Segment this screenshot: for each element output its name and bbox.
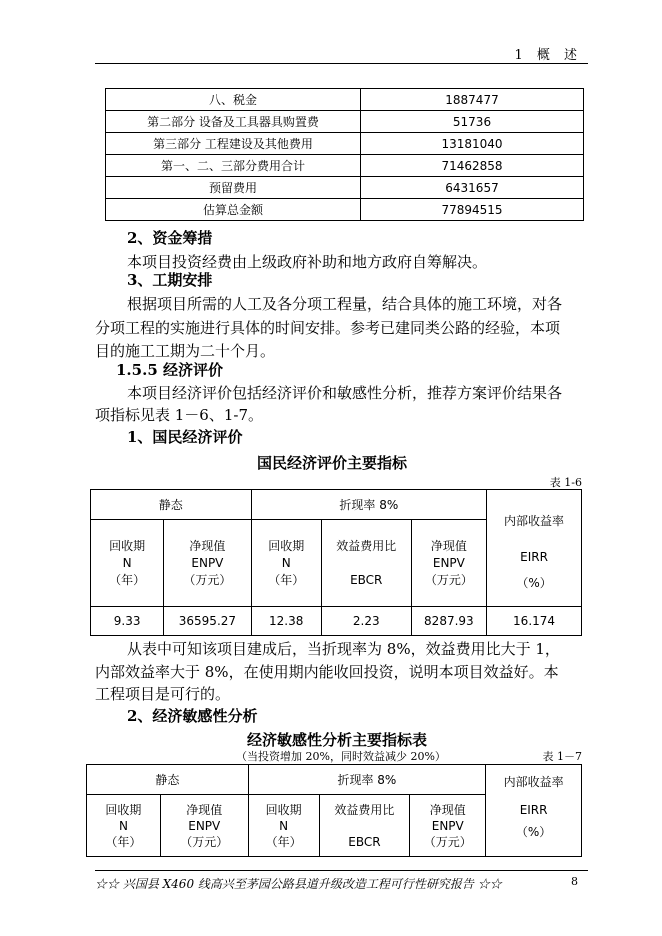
cost-item: 八、税金 xyxy=(106,89,361,111)
national-econ-title: 1、国民经济评价 xyxy=(127,428,243,446)
col-label: 净现值 xyxy=(430,538,467,553)
irr-code: EIRR xyxy=(519,803,548,817)
running-header: 1 概 述 xyxy=(514,48,582,63)
col-unit: （万元） xyxy=(180,834,229,849)
col-symbol: ENPV xyxy=(432,555,465,570)
col-unit: （万元） xyxy=(423,834,472,849)
col-symbol: N xyxy=(122,555,132,570)
header-rule xyxy=(95,63,588,64)
col-label: 净现值 xyxy=(186,802,223,817)
col-symbol: N xyxy=(281,555,291,570)
funding-title: 2、资金筹措 xyxy=(127,229,213,247)
col-unit: （年） xyxy=(268,572,305,587)
cost-value: 6431657 xyxy=(361,177,584,199)
irr-label: 内部收益率 xyxy=(504,514,565,528)
table-row xyxy=(91,607,582,636)
header-discount: 折现率 8% xyxy=(248,765,486,795)
col-symbol: ENPV xyxy=(188,818,221,833)
cost-value: 77894515 xyxy=(361,199,584,221)
col-symbol: EBCR xyxy=(350,572,383,587)
cost-summary-table xyxy=(105,88,584,221)
conclusion-line: 工程项目是可行的。 xyxy=(95,685,231,703)
header-irr xyxy=(487,490,582,607)
col-label: 效益费用比 xyxy=(334,802,395,817)
col-label: 净现值 xyxy=(429,802,466,817)
col-symbol: EBCR xyxy=(348,834,381,849)
table-row xyxy=(106,89,584,111)
cost-item: 第三部分 工程建设及其他费用 xyxy=(106,133,361,155)
cost-value: 71462858 xyxy=(361,155,584,177)
col-unit: （年） xyxy=(265,834,302,849)
irr-code: EIRR xyxy=(520,550,548,564)
cost-value: 51736 xyxy=(361,111,584,133)
table2-subtitle: （当投资增加 20%，同时效益减少 20%） xyxy=(236,750,446,763)
col-symbol: ENPV xyxy=(191,555,224,570)
col-label: 回收期 xyxy=(105,802,142,817)
header-discount: 折现率 8% xyxy=(251,490,487,520)
page-number: 8 xyxy=(571,875,578,888)
cost-value: 1887477 xyxy=(361,89,584,111)
col-symbol: N xyxy=(279,818,289,833)
cost-item: 第一、二、三部分费用合计 xyxy=(106,155,361,177)
econ-title: 1.5.5 经济评价 xyxy=(116,361,223,379)
economic-eval-table xyxy=(90,489,582,636)
value-cell: 12.38 xyxy=(251,607,321,636)
col-symbol: N xyxy=(118,818,128,833)
value-cell: 16.174 xyxy=(487,607,582,636)
cost-item: 第二部分 设备及工具器具购置费 xyxy=(106,111,361,133)
table1-label: 表 1-6 xyxy=(549,476,582,489)
irr-unit: （%） xyxy=(516,576,552,590)
econ-text-line: 本项目经济评价包括经济评价和敏感性分析，推荐方案评价结果各 xyxy=(127,384,563,402)
table-row xyxy=(106,111,584,133)
value-cell: 36595.27 xyxy=(164,607,251,636)
schedule-text-line: 目的施工工期为二十个月。 xyxy=(95,342,276,360)
col-label: 效益费用比 xyxy=(336,538,397,553)
header-static: 静态 xyxy=(91,490,252,520)
value-cell: 9.33 xyxy=(91,607,164,636)
table-row xyxy=(106,199,584,221)
table1-title: 国民经济评价主要指标 xyxy=(257,454,408,472)
col-label: 回收期 xyxy=(109,538,146,553)
col-unit: （万元） xyxy=(183,572,232,587)
col-label: 回收期 xyxy=(265,802,302,817)
schedule-text-line: 根据项目所需的人工及各分项工程量，结合具体的施工环境，对各 xyxy=(127,295,563,313)
header-irr xyxy=(486,765,582,857)
sensitivity-title: 2、经济敏感性分析 xyxy=(127,707,258,725)
col-unit: （万元） xyxy=(424,572,473,587)
col-label: 回收期 xyxy=(268,538,305,553)
col-unit: （年） xyxy=(109,572,146,587)
cost-value: 13181040 xyxy=(361,133,584,155)
col-label: 净现值 xyxy=(189,538,226,553)
footer-text: ☆☆ 兴国县 X460 线高兴至茅园公路县道升级改造工程可行性研究报告 ☆☆ xyxy=(95,877,502,891)
table2-label: 表 1－7 xyxy=(542,750,582,763)
table2-title: 经济敏感性分析主要指标表 xyxy=(247,731,428,749)
cost-item: 估算总金额 xyxy=(106,199,361,221)
cost-item: 预留费用 xyxy=(106,177,361,199)
value-cell: 2.23 xyxy=(321,607,411,636)
value-cell: 8287.93 xyxy=(411,607,486,636)
schedule-title: 3、工期安排 xyxy=(127,271,213,289)
footer-rule xyxy=(95,870,588,871)
sensitivity-table xyxy=(86,764,582,857)
irr-label: 内部收益率 xyxy=(503,775,564,789)
header-static: 静态 xyxy=(87,765,249,795)
conclusion-line: 从表中可知该项目建成后，当折现率为 8%，效益费用比大于 1， xyxy=(127,640,560,658)
conclusion-line: 内部效益率大于 8%，在使用期内能收回投资，说明本项目效益好。本 xyxy=(95,663,559,681)
econ-text-line: 项指标见表 1－6、1-7。 xyxy=(95,406,264,424)
col-symbol: ENPV xyxy=(431,818,464,833)
table-row xyxy=(106,133,584,155)
funding-text: 本项目投资经费由上级政府补助和地方政府自筹解决。 xyxy=(127,253,488,271)
table-row xyxy=(106,155,584,177)
schedule-text-line: 分项工程的实施进行具体的时间安排。参考已建同类公路的经验，本项 xyxy=(95,319,561,337)
col-unit: （年） xyxy=(105,834,142,849)
table-row xyxy=(106,177,584,199)
irr-unit: （%） xyxy=(515,825,552,839)
